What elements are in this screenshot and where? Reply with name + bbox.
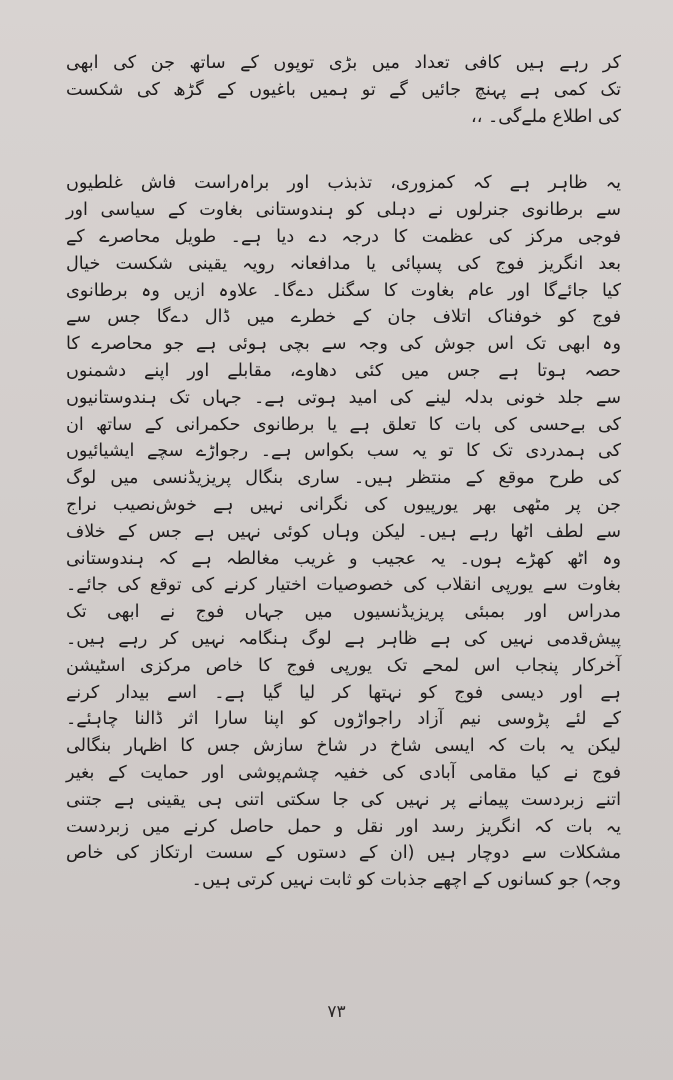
text-line: یہ بات کہ انگریز رسد اور نقل و حمل حاصل کرنے میں زبردست [66,816,621,837]
text-line: فوج کو خوفناک اتلاف جان کے خطرے میں ڈال دےگا جس سے [66,307,621,328]
text-line: سے برطانوی جنرلوں نے دہلی کو ہندوستانی بغاوت کے سیاسی اور [66,200,621,221]
text-line: جن پر مٹھی بھر یورپیوں کی نگرانی نہیں ہے خوش‌نصیب نراج [66,494,621,515]
text-line: وجہ) جو کسانوں کے اچھے جذبات کو ثابت نہیں کرتی ہیں۔ [191,870,621,891]
text-line: کی طرح موقع کے منتظر ہیں۔ ساری بنگال پریزیڈنسی میں لوگ [66,468,621,489]
text-line: بعد انگریز فوج کی پسپائی یا مدافعانہ رویہ یقینی شکست خیال [66,253,621,274]
text-line: آخرکار پنجاب اس لمحے تک یورپی فوج کا خاص مرکزی اسٹیشن [66,655,621,676]
text-line: یہ ظاہر ہے کہ کمزوری، تذبذب اور براہ‌راست فاش غلطیوں [66,173,621,194]
text-line: وہ ابھی تک اس جوش کی وجہ سے بچی ہوئی ہے جو محاصرے کا [66,334,621,355]
text-line: کی ہمدردی تک کا تو یہ سب بکواس ہے۔ رجواڑے سچے ایشیائیوں [66,441,621,462]
text-line: تک کمی ہے پہنچ جائیں گے تو ہمیں باغیوں کے گڑھ کی شکست [66,79,621,100]
text-line: پیش‌قدمی نہیں کی ہے ظاہر ہے لوگ ہنگامہ نہیں کر رہے ہیں۔ [66,628,621,649]
text-line: کیا جائےگا اور عام بغاوت کا سگنل دےگا۔ علاوہ ازیں وہ برطانوی [66,280,621,301]
text-line: مدراس اور بمبئی پریزیڈنسیوں میں جہاں فوج نے ابھی تک [66,602,621,623]
text-line: سے جلد خونی بدلہ لینے کی امید ہوتی ہے۔ جہاں تک ہندوستانیوں [66,387,621,408]
text-line: فوجی مرکز کی عظمت کا درجہ دے دیا ہے۔ طویل محاصرے کے [66,226,621,247]
text-line: اتنے زبردست پیمانے پر نہیں کی جا سکتی اتنی ہی یقینی ہے جتنی [66,789,621,810]
text-line: فوج نے کیا مقامی آبادی کی خفیہ چشم‌پوشی اور حمایت کے بغیر [66,762,621,783]
paragraph-1 [66,50,621,130]
text-line: وہ اٹھ کھڑے ہوں۔ یہ عجیب و غریب مغالطہ ہے کہ ہندوستانی [66,548,621,569]
text-line: کر رہے ہیں کافی تعداد میں بڑی توپوں کے ساتھ جن کی ابھی [66,53,621,73]
text-line: حصہ ہوتا ہے جس میں کئی دھاوے، مقابلے اور اپنے دشمنوں [66,360,621,381]
text-line: مشکلات سے دوچار ہیں (ان کے دستوں کے سست ارتکاز کی خاص [66,843,621,864]
text-line: کی بےحسی کی بات کا تعلق ہے یا برطانوی حکمرانی کے ساتھ ان [66,414,621,435]
page-number: ۷۳ [327,1002,346,1022]
text-line: کے لئے پڑوسی نیم آزاد راجواڑوں کو اپنا سارا اثر ڈالنا چاہئے۔ [66,709,621,730]
text-line: بغاوت سے یورپی انقلاب کی خصوصیات اختیار کرنے کی توقع کی جائے۔ [66,575,621,596]
page-text [66,50,621,894]
text-line: کی اطلاع ملےگی۔ ،، [471,106,621,127]
text-line: ہے اور دیسی فوج کو نہتھا کر لیا گیا ہے۔ اسے بیدار کرنے [66,682,621,703]
text-line: لیکن یہ بات کہ ایسی شاخ در شاخ سازش جس کا اظہار بنگالی [66,736,621,757]
paragraph-2 [66,170,621,894]
text-line: سے لطف اٹھا رہے ہیں۔ لیکن وہاں کوئی نہیں ہے جس کے خلاف [66,521,621,542]
